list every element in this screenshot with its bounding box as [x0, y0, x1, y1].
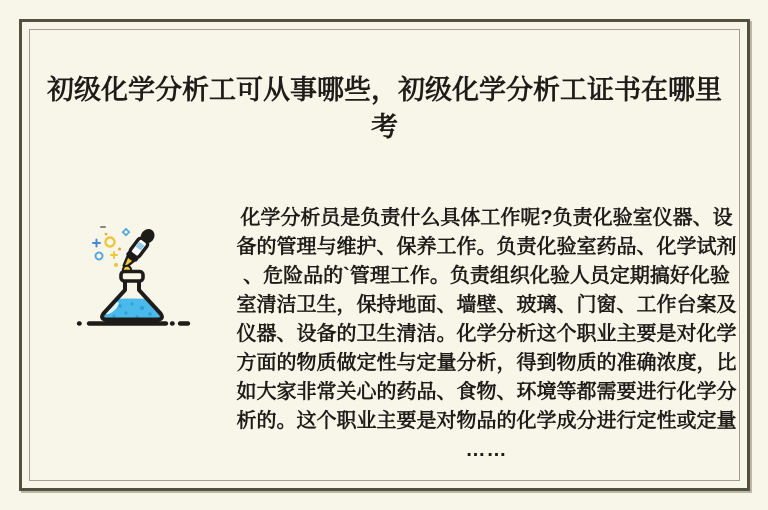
sparkle-yellow-dot — [114, 263, 118, 267]
figure-column — [30, 204, 234, 336]
sparkle-blue-circle-icon — [96, 253, 103, 260]
article-line: 化学分析员是负责什么具体工作呢?负责化验室仪器、设 — [240, 207, 733, 229]
article-line: 、危险品的`管理工作。负责组织化验人员定期搞好化验 — [243, 265, 730, 287]
flask-and-dropper-illustration — [62, 216, 202, 336]
page-title — [30, 72, 739, 146]
sparkles-icon — [93, 227, 129, 267]
article-line: 仪器、设备的卫生清洁。化学分析这个职业主要是对化学 — [236, 323, 737, 345]
dropper-icon — [120, 226, 158, 270]
sparkle-orange-dot-small — [105, 233, 108, 236]
flask-rim — [121, 272, 143, 282]
flask-icon — [98, 272, 166, 322]
article-card-inner-frame — [29, 29, 740, 481]
article-line: 如大家非常关心的药品、食物、环境等都需要进行化学分 — [236, 381, 737, 403]
article-line: 备的管理与维护、保养工作。负责化验室药品、化学试剂 — [236, 236, 737, 258]
sparkle-diamond-icon — [123, 229, 129, 235]
article-text — [234, 204, 739, 465]
page-title-line-2: 考 — [371, 112, 398, 142]
article-line: 方面的物质做定性与定量分析，得到物质的准确浓度，比 — [236, 352, 737, 374]
article-body — [30, 204, 739, 465]
sparkle-yellow-plus-icon — [111, 252, 117, 258]
page-title-line-1: 初级化学分析工可从事哪些，初级化学分析工证书在哪里 — [47, 75, 722, 105]
sparkle-blue-plus-icon — [93, 240, 100, 247]
article-line: 析的。这个职业主要是对物品的化学成分进行定性或定量 — [236, 410, 737, 432]
article-card-outer-frame — [19, 19, 750, 491]
sparkle-yellow-circle-icon — [106, 238, 115, 247]
article-line: 室清洁卫生，保持地面、墙壁、玻璃、门窗、工作台案及 — [236, 294, 737, 316]
article-ellipsis-line: …… — [465, 439, 508, 461]
sparkle-orange-dot — [118, 248, 121, 251]
